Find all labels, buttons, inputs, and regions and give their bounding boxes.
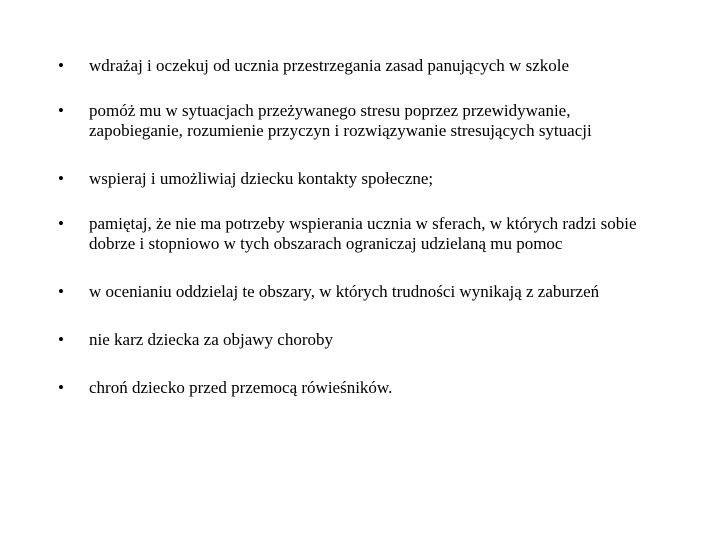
bullet-icon: • [58, 378, 64, 397]
list-item-text: chroń dziecko przed przemocą rówieśników. [89, 378, 393, 397]
list-item-text: pamiętaj, że nie ma potrzeby wspierania ucznia w sferach, w których radzi sobie dobrze i stopniowo w tych obszarach ograniczaj udzielaną mu pomoc [89, 214, 637, 253]
list-item [58, 330, 668, 350]
list-item-text: nie karz dziecka za objawy choroby [89, 330, 334, 349]
list-item-text: wdrażaj i oczekuj od ucznia przestrzegania zasad panujących w szkole [89, 56, 570, 75]
list-item [58, 101, 668, 141]
bullet-icon: • [58, 282, 64, 301]
bullet-icon: • [58, 101, 64, 120]
list-item-text: pomóż mu w sytuacjach przeżywanego stresu poprzez przewidywanie, zapobieganie, rozumienie przyczyn i rozwiązywanie stresujących sytuacji [89, 101, 592, 140]
list-item [58, 169, 668, 189]
bullet-icon: • [58, 56, 64, 75]
list-item [58, 214, 668, 254]
bullet-list [58, 56, 668, 398]
list-item [58, 378, 668, 398]
bullet-icon: • [58, 330, 64, 349]
list-item-text: wspieraj i umożliwiaj dziecku kontakty społeczne; [89, 169, 434, 188]
list-item [58, 56, 668, 76]
bullet-icon: • [58, 169, 64, 188]
list-item-text: w ocenianiu oddzielaj te obszary, w których trudności wynikają z zaburzeń [89, 282, 600, 301]
bullet-icon: • [58, 214, 64, 233]
list-item [58, 282, 668, 302]
